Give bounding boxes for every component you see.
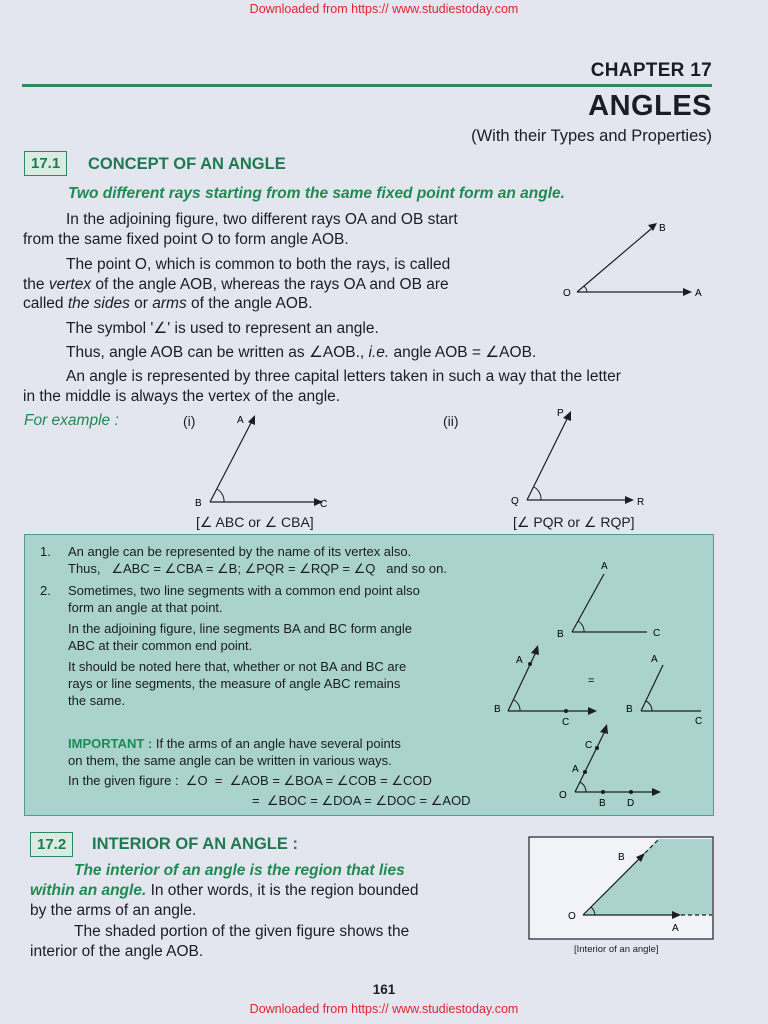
label-c: C <box>653 628 661 639</box>
note-1-number: 1. <box>40 544 51 559</box>
ray-ob <box>577 229 651 292</box>
figure-segments-abc <box>552 558 672 643</box>
label-c: C <box>320 499 328 510</box>
note-1-line1: An angle can be represented by the name of its vertex also. <box>68 544 412 559</box>
chapter-label: CHAPTER 17 <box>590 60 712 81</box>
interior-definition-line3: by the arms of an angle. <box>30 902 197 919</box>
angle-arc <box>217 489 224 502</box>
point-c <box>564 709 568 713</box>
label-d: D <box>627 798 635 809</box>
label-a: A <box>695 288 702 299</box>
figure-angle-pqr <box>505 405 655 515</box>
segment-ba <box>641 665 663 711</box>
label-a: A <box>651 654 658 665</box>
arrow-a <box>683 288 692 296</box>
label-q: Q <box>511 496 519 507</box>
label-b: B <box>494 704 501 715</box>
angle-arc <box>514 700 520 711</box>
point-c <box>595 746 599 750</box>
note-2-line6: rays or line segments, the measure of angle ABC remains <box>68 676 401 691</box>
label-b: B <box>599 798 606 809</box>
label-b: B <box>618 852 625 863</box>
label-a: A <box>672 923 679 934</box>
note-2-number: 2. <box>40 583 51 598</box>
page-title: ANGLES <box>588 90 712 122</box>
note-2-line7: the same. <box>68 693 126 708</box>
point-d <box>629 790 633 794</box>
label-b: B <box>626 704 633 715</box>
example-ii-num: (ii) <box>443 413 459 429</box>
figure-multiple-points <box>555 722 675 812</box>
watermark-top: Downloaded from https:// www.studiestoday.com <box>249 2 519 16</box>
para1-line1: In the adjoining figure, two different rays OA and OB start <box>66 211 458 228</box>
label-a: A <box>237 415 244 426</box>
interior-definition-line2: within an angle. In other words, it is the region bounded <box>30 882 419 899</box>
para2-line2: the vertex of the angle AOB, whereas the rays OA and OB are <box>23 276 449 293</box>
section-number-17-1: 17.1 <box>24 151 67 176</box>
label-p: P <box>557 408 564 419</box>
angle-arc <box>584 286 587 292</box>
page-number: 161 <box>372 982 396 997</box>
angle-definition: Two different rays starting from the same fixed point form an angle. <box>68 185 565 202</box>
section-number-17-2: 17.2 <box>30 832 73 857</box>
figure-angle-abc <box>188 410 338 515</box>
label-o: O <box>568 911 576 922</box>
arrow-d <box>652 788 661 796</box>
example-ii-caption: [∠ PQR or ∠ RQP] <box>513 514 635 530</box>
figure-angle-aob <box>555 215 705 305</box>
label-c: C <box>585 740 593 751</box>
section-heading-interior: INTERIOR OF AN ANGLE : <box>92 835 298 853</box>
figure-segments-abc-2 <box>623 648 713 728</box>
note-2-line3: In the adjoining figure, line segments BA and BC form angle <box>68 621 412 636</box>
figure-rays-abc <box>488 640 613 730</box>
ray-ba <box>210 421 252 502</box>
header-rule <box>22 84 712 87</box>
important-line3: In the given figure : ∠O = ∠AOB = ∠BOA = ∠COB = ∠COD <box>68 773 432 788</box>
label-c: C <box>695 716 703 727</box>
note-2-line4: ABC at their common end point. <box>68 638 253 653</box>
angle-arc <box>534 487 541 500</box>
page-subtitle: (With their Types and Properties) <box>471 127 712 145</box>
para2-line1: The point O, which is common to both the rays, is called <box>66 256 451 273</box>
angle-arc <box>580 782 586 792</box>
important-line4: = ∠BOC = ∠DOA = ∠DOC = ∠AOD <box>252 793 471 808</box>
interior-para-line2: interior of the angle AOB. <box>30 943 204 960</box>
arrow-c <box>588 707 597 715</box>
watermark-bottom: Downloaded from https:// www.studiestoday.com <box>249 1002 519 1016</box>
example-i-caption: [∠ ABC or ∠ CBA] <box>196 514 314 530</box>
label-a: A <box>572 764 579 775</box>
important-line1: IMPORTANT : If the arms of an angle have several points <box>68 736 401 751</box>
note-2-line2: form an angle at that point. <box>68 600 223 615</box>
label-b: B <box>557 629 564 640</box>
arrow-p <box>563 411 571 421</box>
point-b <box>601 790 605 794</box>
segment-ba <box>572 574 604 632</box>
ray-qp <box>527 417 568 500</box>
arrow-a <box>531 645 539 655</box>
arrow-a <box>248 415 255 425</box>
note-2-line5: It should be noted here that, whether or not BA and BC are <box>68 659 407 674</box>
angle-arc <box>578 621 584 632</box>
para5-line2: in the middle is always the vertex of the angle. <box>23 388 341 405</box>
para1-line2: from the same fixed point O to form angle AOB. <box>23 231 349 248</box>
label-a: A <box>601 561 608 572</box>
arrow-r <box>625 496 634 504</box>
point-a <box>528 662 532 666</box>
figure-interior-of-angle <box>528 836 714 942</box>
label-b: B <box>659 223 666 234</box>
note-2-line1: Sometimes, two line segments with a common end point also <box>68 583 420 598</box>
para3-symbol: The symbol '∠' is used to represent an angle. <box>66 320 379 337</box>
label-a: A <box>516 655 523 666</box>
note-1-line2: Thus, ∠ABC = ∠CBA = ∠B; ∠PQR = ∠RQP = ∠Q and so on. <box>68 561 447 576</box>
interior-definition-line1: The interior of an angle is the region that lies <box>74 862 405 879</box>
for-example-label: For example : <box>24 412 119 429</box>
para2-line3: called the sides or arms of the angle AOB. <box>23 295 313 312</box>
angle-arc <box>646 701 652 711</box>
interior-figure-caption: [Interior of an angle] <box>574 944 659 955</box>
arrow-c <box>600 724 608 734</box>
label-r: R <box>637 497 645 508</box>
para4-notation: Thus, angle AOB can be written as ∠AOB., i.e. angle AOB = ∠AOB. <box>66 344 537 361</box>
equals-sign: = <box>588 675 595 687</box>
label-b: B <box>195 498 202 509</box>
label-c: C <box>562 717 570 728</box>
label-o: O <box>559 790 567 801</box>
label-o: O <box>563 288 571 299</box>
para5-line1: An angle is represented by three capital letters taken in such a way that the letter <box>66 368 621 385</box>
important-line2: on them, the same angle can be written in various ways. <box>68 753 392 768</box>
point-a <box>583 770 587 774</box>
example-i-num: (i) <box>183 413 196 429</box>
interior-para-line1: The shaded portion of the given figure shows the <box>74 923 410 940</box>
section-heading-concept: CONCEPT OF AN ANGLE <box>88 155 286 173</box>
